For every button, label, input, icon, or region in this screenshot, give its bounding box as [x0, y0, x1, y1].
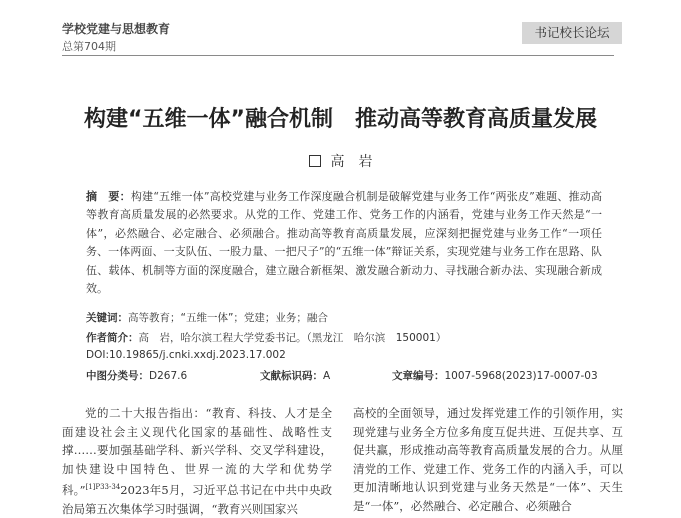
classification-number [86, 368, 187, 383]
author-line [0, 151, 681, 171]
header-rule [62, 55, 614, 56]
keywords-label: 关键词： [86, 312, 128, 324]
document-code-value: A [323, 370, 331, 382]
citation-ref: [1]P33-34 [85, 483, 121, 492]
article-number-label: 文章编号： [392, 370, 445, 382]
body-left-paragraph: 党的二十大报告指出：“教育、科技、人才是全面建设社会主义现代化国家的基础性、战略性支撑……要加强基础学科、新兴学科、交叉学科建设，加快建设中国特色、世界一流的大学和优势学科。” [62, 406, 332, 498]
article-number [392, 368, 598, 383]
abstract [86, 188, 602, 298]
author-box-icon [309, 155, 321, 167]
author-name: 高 岩 [330, 154, 373, 170]
author-bio-label: 作者简介： [86, 332, 139, 344]
article-number-value: 1007-5968(2023)17-0007-03 [444, 370, 598, 382]
abstract-text: 构建“五维一体”高校党建与业务工作深度融合机制是破解党建与业务工作“两张皮”难题、推动高等教育高质量发展的必然要求。从党的工作、党建工作、党务工作的内涵看，党建与业务工作天然是“一体”，必然融合、必定融合、必须融合。推动高等教育高质量发展，应深刻把握党建与业务工作“一项任务、一体两面、一支队伍、一股力量、一把尺子”的“五维一体”辩证关系，实现党建与业务工作在思路、队伍、载体、机制等方面的深度融合，建立融合新框架、激发融合新动力、寻找融合新办法、实现融合新成效。 [86, 190, 602, 296]
classification-value: D267.6 [149, 370, 188, 382]
document-code [260, 368, 330, 383]
body-right-column: 高校的全面领导，通过发挥党建工作的引领作用，实现党建与业务全方位多角度互促共进、互促共享、互促共赢，形成推动高等教育高质量发展的合力。从厘清党的工作、党建工作、党务工作的内涵入手，可以更加清晰地认识到党建与业务天然是“一体”、天生是“一体”，必然融合、必定融合、必须融合 [353, 406, 623, 513]
column-tag: 书记校长论坛 [522, 22, 622, 44]
body-left-continuation: 2023年5月，习近平总书记在中共中央政治局第五次集体学习时强调，“教育兴则国家兴 [62, 483, 332, 516]
issue-number: 总第704期 [62, 40, 116, 53]
abstract-label: 摘 要： [86, 190, 131, 203]
keywords [86, 310, 328, 325]
author-bio-text: 高 岩，哈尔滨工程大学党委书记。（黑龙江 哈尔滨 150001） [138, 332, 447, 344]
classification-label: 中图分类号： [86, 370, 149, 382]
doi: DOI:10.19865/j.cnki.xxdj.2023.17.002 [86, 349, 286, 361]
document-code-label: 文献标识码： [260, 370, 323, 382]
body-left-column [62, 404, 332, 518]
journal-name: 学校党建与思想教育 [62, 22, 171, 36]
keywords-text: 高等教育；“五维一体”；党建；业务；融合 [128, 312, 328, 324]
article-title: 构建“五维一体”融合机制 推动高等教育高质量发展 [84, 107, 597, 132]
author-bio [86, 330, 446, 345]
